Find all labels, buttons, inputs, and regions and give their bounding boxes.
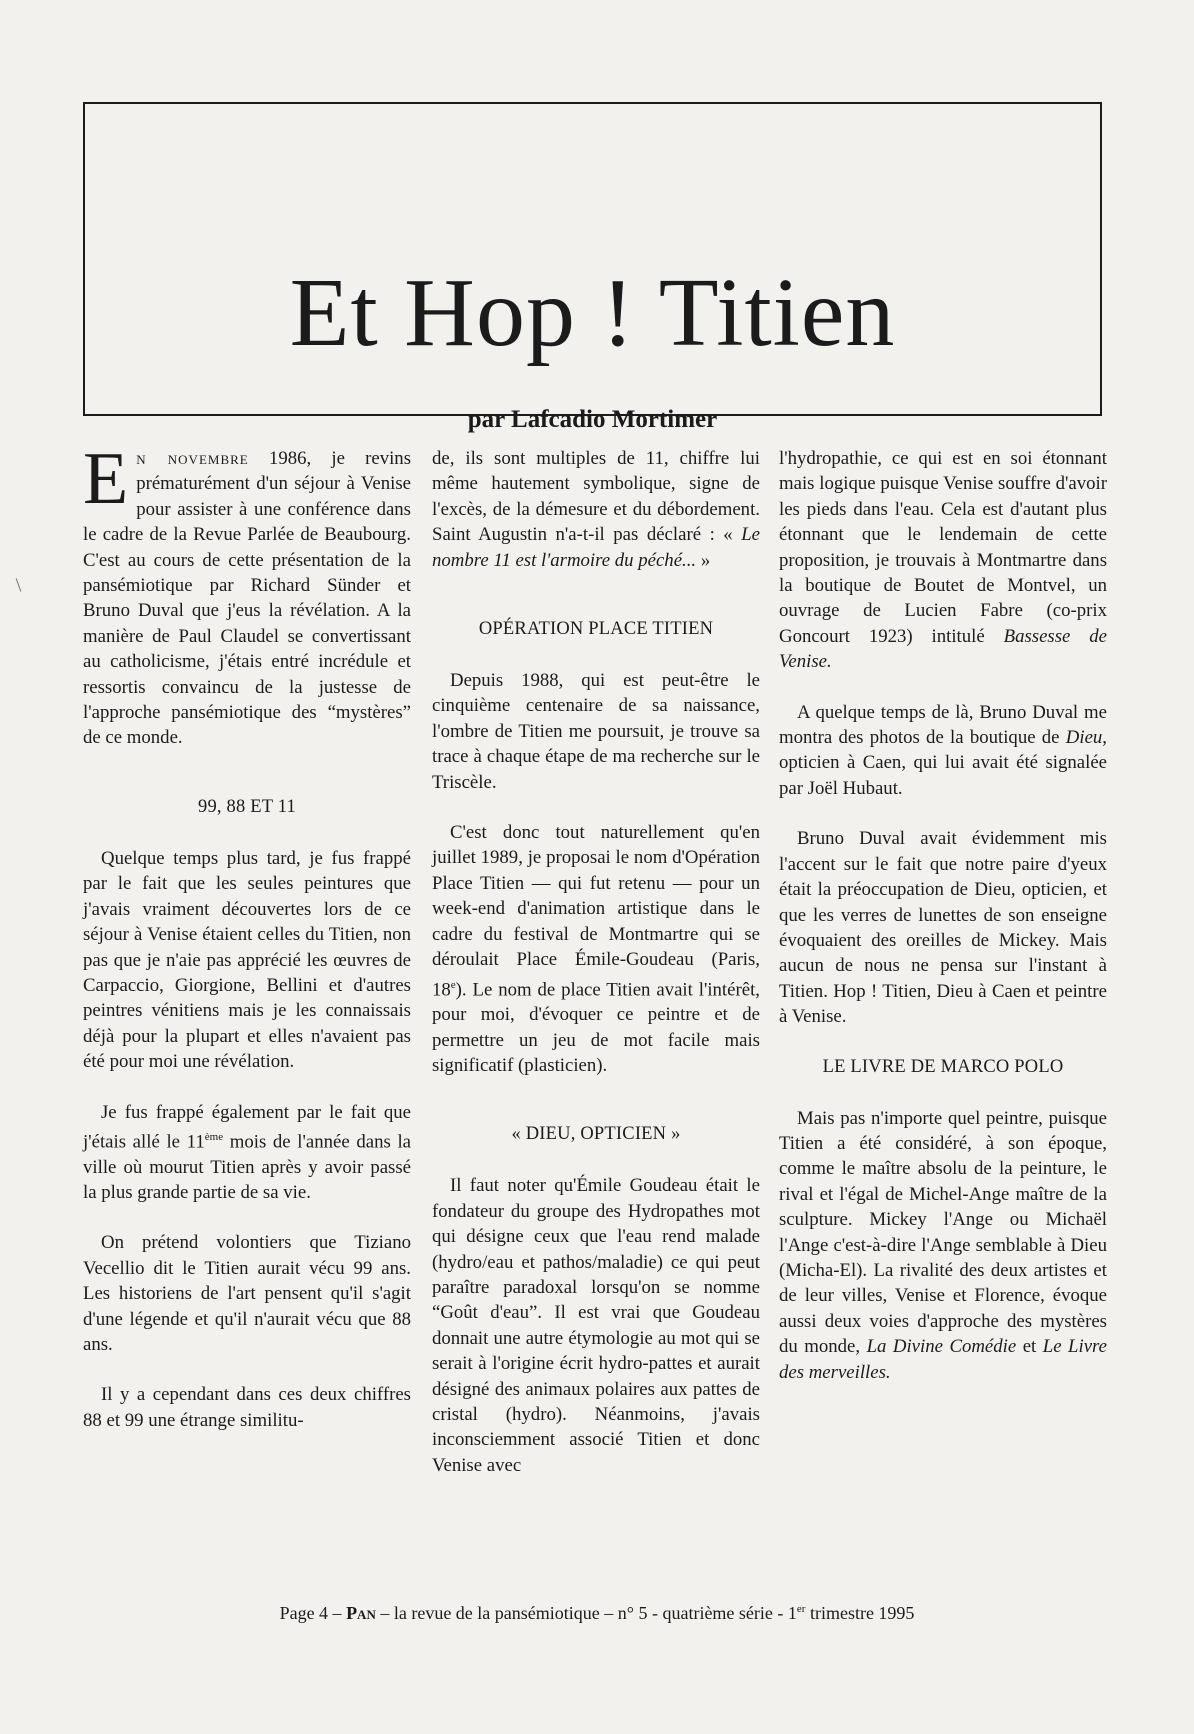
paragraph: On prétend volontiers que Tiziano Vecellio dit le Titien aurait vécu 99 ans. Les historiens de l'art pensent qu'il s'agit d'une légende et qu'il n'aurait vécu que 88 ans. — [83, 1232, 411, 1356]
paragraph-text: 1986, je revins prématurément d'un séjour à Venise pour assister à une conférence dans le cadre de la Revue Parlée de Beaubourg. C'est au cours de cette présentation de la pansémiotique par Richard Sünder et Bruno Duval que j'eus la révélation. A la manière de Paul Claudel se convertissant au catholicisme, j'étais entré incrédule et ressortis convaincu de la justesse de l'approche pansémiotique des “mystères” de ce monde. — [83, 448, 412, 749]
paragraph-text: C'est donc tout naturellement qu'en juillet 1989, je proposai le nom d'Opération Place Titien — qui fut retenu — pour un week-end d'animation artistique dans le cadre du festival de Montmartre qui se déroulait Place Émile-Goudeau (Paris, 18 — [432, 822, 760, 1000]
title-box — [83, 102, 1102, 433]
section-heading: 99, 88 ET 11 — [198, 796, 296, 817]
section-heading: OPÉRATION PLACE TITIEN — [478, 619, 714, 640]
quote-italic: Le nombre 11 est l'armoire du péché... — [432, 524, 760, 571]
paragraph: Depuis 1988, qui est peut-être le cinquième centenaire de sa naissance, l'ombre de Titien me poursuit, je trouve sa trace à chaque étape de ma recherche sur le Triscèle. — [432, 670, 760, 793]
section-heading: « DIEU, OPTICIEN » — [511, 1124, 681, 1145]
paragraph — [83, 438, 412, 751]
paragraph: Bruno Duval avait évidemment mis l'accent sur le fait que notre paire d'yeux était la préoccupation de Dieu, opticien, et que les verres de lunettes de son enseigne évoquaient des oreilles de Mickey. Mais aucun de nous ne pensa sur l'instant à Titien. Hop ! Titien, Dieu à Caen et peintre à Venise. — [779, 828, 1107, 1028]
paragraph: Il y a cependant dans ces deux chiffres 88 et 99 une étrange similitu- — [83, 1384, 411, 1431]
superscript: e — [450, 978, 456, 991]
paragraph-text: » — [696, 549, 711, 571]
book-title-italic: Bassesse de Venise. — [779, 625, 1107, 673]
text-column-2 — [432, 446, 760, 1503]
article-title: Et Hop ! Titien — [289, 259, 896, 367]
text-column-3 — [779, 446, 1107, 1410]
paragraph — [83, 1100, 411, 1206]
superscript: er — [796, 1603, 806, 1615]
article-byline: par Lafcadio Mortimer — [467, 406, 718, 433]
footer-text: trimestre 1995 — [805, 1603, 915, 1623]
paragraph-text: Mais pas n'importe quel peintre, puisque Titien a été considéré, à son époque, comme le maître absolu de la peinture, le rival et l'égal de Michel-Ange maître de la sculpture. Mickey l'Ange ou Michaël l'Ange c'est-à-dire l'Ange semblable à Dieu (Micha-El). La rivalité des deux artistes et de leur villes, Venise et Florence, évoque aussi deux voies d'approche des mystères du monde, — [779, 1107, 1107, 1358]
paragraph-text: ). Le nom de place Titien avait l'intérêt, pour moi, d'évoquer ce peintre et de permettre un jeu de mot facile mais significatif (plasticien). — [432, 978, 760, 1076]
paragraph-text: et — [1016, 1336, 1043, 1358]
italic-word: Dieu — [1065, 727, 1103, 749]
lead-smallcaps: n novembre — [136, 448, 249, 469]
footer-text: Page 4 – — [279, 1603, 347, 1623]
footer-journal-name: Pan — [346, 1603, 376, 1623]
paragraph — [432, 446, 760, 573]
paragraph-text: Je fus frappé également par le fait que j'étais allé le 11 — [83, 1101, 411, 1153]
text-column-1 — [83, 438, 412, 1458]
paragraph-text: A quelque temps de là, Bruno Duval me montra des photos de la boutique de — [779, 701, 1107, 749]
paragraph: Il faut noter qu'Émile Goudeau était le fondateur du groupe des Hydropathes mot qui désigne ceux que l'eau rend malade (hydro/eau et pathos/maladie) ce qui peut paraître paradoxal lorsqu'on se nomme “Goût d'eau”. Il est vrai que Goudeau donnait une autre étymologie au mot qui se serait à l'origine écrit hydro-pattes et aurait désigné des animaux polaires aux pattes de cristal (hydro). Néanmoins, j'avais inconsciemment associé Titien et donc Venise avec — [432, 1175, 760, 1476]
drop-cap: E — [83, 438, 129, 520]
book-title-italic: La Divine Comédie — [866, 1336, 1017, 1358]
book-title-italic: Le Livre des merveilles. — [779, 1336, 1107, 1383]
paragraph-text: de, ils sont multiples de 11, chiffre lui même hautement symbolique, signe de l'excès, de la démesure et du débordement. Saint Augustin n'a-t-il pas déclaré : « — [432, 448, 760, 546]
paragraph: Quelque temps plus tard, je fus frappé par le fait que les seules peintures que j'avais vraiment découvertes lors de ce séjour à Venise étaient celles du Titien, non pas que je n'aie pas apprécié les œuvres de Carpaccio, Giorgione, Bellini et d'autres peintres vénitiens mais je les connaissais déjà pour la plupart et elles n'avaient pas été pour moi une révélation. — [83, 847, 411, 1073]
paragraph — [779, 700, 1107, 802]
section-heading: LE LIVRE DE MARCO POLO — [822, 1056, 1064, 1077]
margin-mark — [16, 578, 22, 591]
paragraph-text: l'hydropathie, ce qui est en soi étonnant mais logique puisque Venise souffre d'avoir les pieds dans l'eau. Cela est d'autant plus étonnant que le lendemain de cette proposition, je trouvais à Montmartre dans la boutique de Boutet de Montvel, un ouvrage de Lucien Fabre (co-prix Goncourt 1923) intitulé — [779, 448, 1107, 647]
paragraph — [432, 820, 760, 1078]
superscript: ème — [204, 1130, 224, 1143]
paragraph-text: , opticien à Caen, qui lui avait été signalée par Joël Hubaut. — [779, 727, 1107, 799]
paragraph-text: mois de l'année dans la ville où mourut Titien après y avoir passé la plus grande partie de sa vie. — [83, 1131, 411, 1204]
footer-text: – la revue de la pansémiotique – n° 5 - quatrième série - 1 — [375, 1603, 797, 1623]
paragraph — [779, 1106, 1107, 1385]
page-footer — [0, 1603, 1194, 1624]
paragraph — [779, 446, 1107, 675]
